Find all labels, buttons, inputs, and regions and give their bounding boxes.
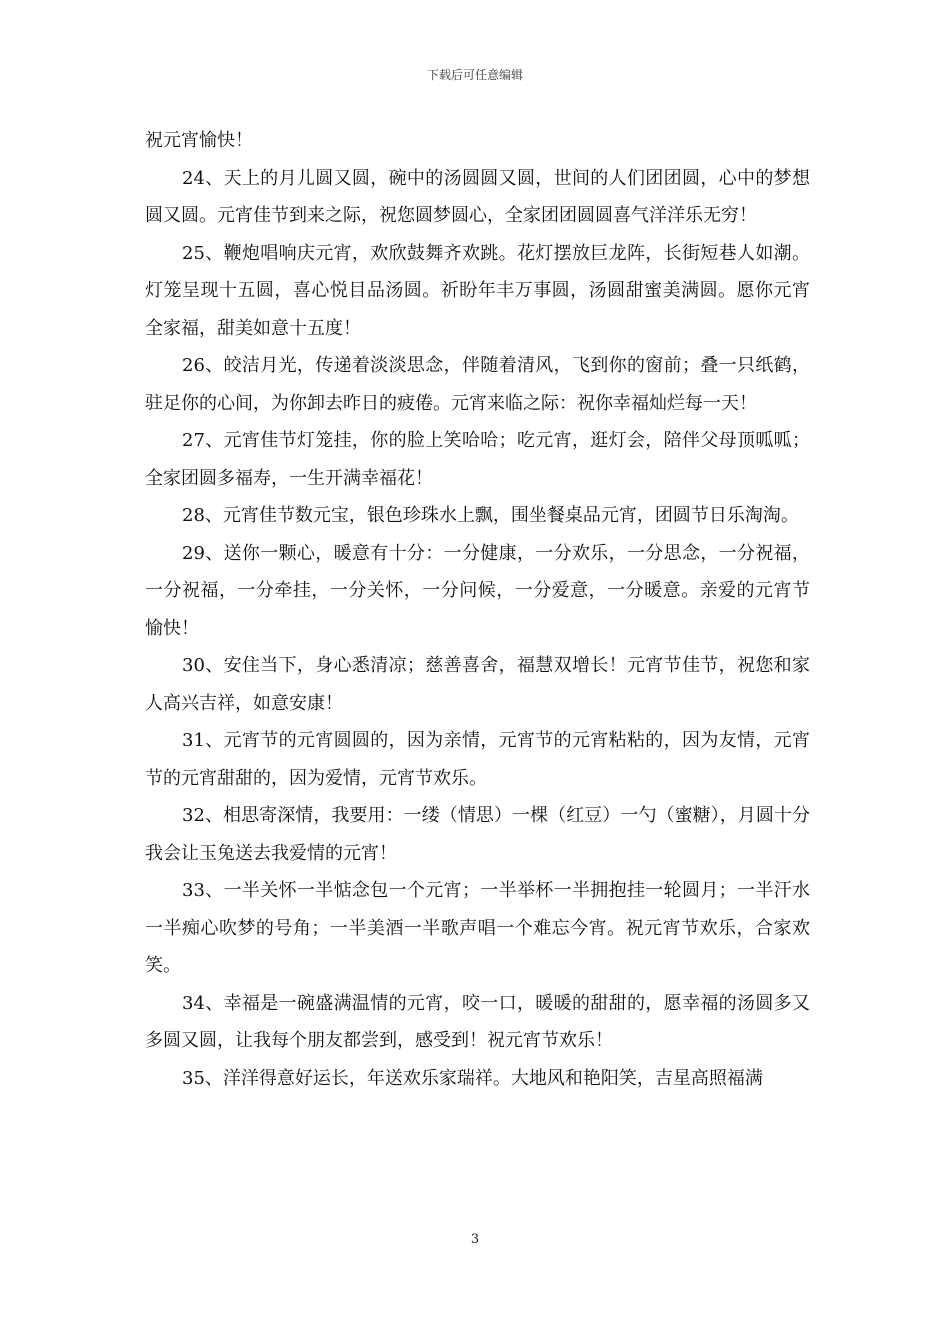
page-header: 下载后可任意编辑 xyxy=(426,68,523,82)
document-body xyxy=(145,122,810,1097)
paragraph-2: 24、天上的月儿圆又圆，碗中的汤圆圆又圆，世间的人们团团圆，心中的梦想圆又圆。元宵佳节到来之际，祝您圆梦圆心，全家团团圆圆喜气洋洋乐无穷！ xyxy=(145,167,810,226)
paragraph-5: 27、元宵佳节灯笼挂，你的脸上笑哈哈；吃元宵，逛灯会，陪伴父母顶呱呱；全家团圆多福寿，一生开满幸福花！ xyxy=(145,430,810,489)
page-number: 3 xyxy=(470,1232,480,1247)
paragraph-12: 34、幸福是一碗盛满温情的元宵，咬一口，暖暖的甜甜的，愿幸福的汤圆多又多圆又圆，让我每个朋友都尝到，感受到！祝元宵节欢乐！ xyxy=(145,992,810,1051)
paragraph-9: 31、元宵节的元宵圆圆的，因为亲情，元宵节的元宵粘粘的，因为友情，元宵节的元宵甜甜的，因为爱情，元宵节欢乐。 xyxy=(145,730,810,789)
paragraph-3: 25、鞭炮唱响庆元宵，欢欣鼓舞齐欢跳。花灯摆放巨龙阵，长街短巷人如潮。灯笼呈现十五圆，喜心悦目品汤圆。祈盼年丰万事圆，汤圆甜蜜美满圆。愿你元宵全家福，甜美如意十五度！ xyxy=(145,242,810,339)
paragraph-8: 30、安住当下，身心悉清凉；慈善喜舍，福慧双增长！元宵节佳节，祝您和家人高兴吉祥，如意安康！ xyxy=(145,655,810,714)
paragraph-11: 33、一半关怀一半惦念包一个元宵；一半举杯一半拥抱挂一轮圆月；一半汗水一半痴心吹梦的号角；一半美酒一半歌声唱一个难忘今宵。祝元宵节欢乐，合家欢笑。 xyxy=(145,880,810,976)
paragraph-10: 32、相思寄深情，我要用：一缕（情思）一棵（红豆）一勺（蜜糖），月圆十分我会让玉兔送去我爱情的元宵！ xyxy=(145,805,810,864)
paragraph-1: 祝元宵愉快！ xyxy=(145,130,253,151)
paragraph-13: 35、洋洋得意好运长，年送欢乐家瑞祥。大地风和艳阳笑，吉星高照福满 xyxy=(182,1067,763,1089)
paragraph-7: 29、送你一颗心，暖意有十分：一分健康，一分欢乐，一分思念，一分祝福，一分祝福，一分牵挂，一分关怀，一分问候，一分爱意，一分暖意。亲爱的元宵节愉快！ xyxy=(145,542,810,639)
paragraph-6: 28、元宵佳节数元宝，银色珍珠水上飘，围坐餐桌品元宵，团圆节日乐淘淘。 xyxy=(182,505,799,526)
paragraph-4: 26、皎洁月光，传递着淡淡思念，伴随着清风，飞到你的窗前；叠一只纸鹤，驻足你的心间，为你卸去昨日的疲倦。元宵来临之际：祝你幸福灿烂每一天！ xyxy=(145,355,810,414)
